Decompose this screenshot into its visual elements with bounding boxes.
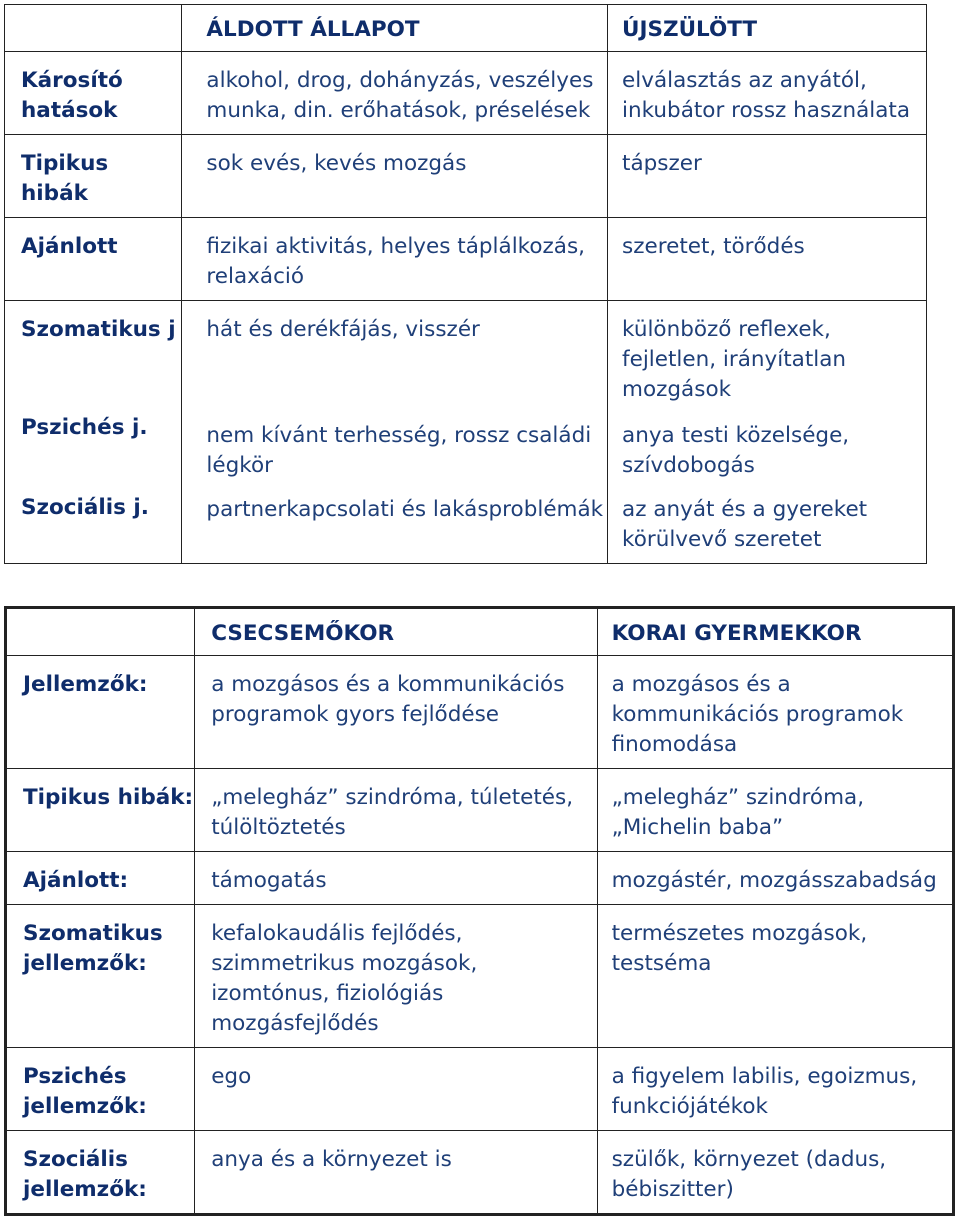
cell-infancy: anya és a környezet is: [195, 1131, 597, 1215]
cell-pregnancy: sok evés, kevés mozgás: [182, 135, 608, 218]
table-row: [5, 218, 927, 301]
header-empty-cell: [5, 5, 182, 52]
row-label: Szomatikus j: [5, 301, 182, 414]
cell-infancy: kefalokaudális fejlődés, szimmetrikus mozgások, izomtónus, fiziológiás mozgásfejlődés: [195, 905, 597, 1048]
cell-newborn: tápszer: [608, 135, 927, 218]
table-row: [6, 1131, 954, 1215]
table-row: [5, 301, 927, 414]
header-infancy: CSECSEMŐKOR: [195, 608, 597, 656]
table-row: [5, 413, 927, 489]
row-label: Ajánlott:: [6, 852, 195, 905]
cell-pregnancy: hát és derékfájás, visszér: [182, 301, 608, 414]
row-label: Tipikus hibák:: [6, 769, 195, 852]
row-label: Szomatikus jellemzők:: [6, 905, 195, 1048]
cell-infancy: a mozgásos és a kommunikációs programok gyors fejlődése: [195, 656, 597, 769]
header-pregnancy: ÁLDOTT ÁLLAPOT: [182, 5, 608, 52]
row-label: Szociális jellemzők:: [6, 1131, 195, 1215]
cell-early-childhood: természetes mozgások, testséma: [597, 905, 953, 1048]
table-row: [5, 52, 927, 135]
table-row: [5, 135, 927, 218]
table-row: [6, 656, 954, 769]
cell-infancy: ego: [195, 1048, 597, 1131]
row-label: Pszichés jellemzők:: [6, 1048, 195, 1131]
row-label: Tipikus hibák: [5, 135, 182, 218]
row-label: Szociális j.: [5, 489, 182, 564]
table-row: [5, 489, 927, 564]
cell-pregnancy: fizikai aktivitás, helyes táplálkozás, relaxáció: [182, 218, 608, 301]
cell-infancy: támogatás: [195, 852, 597, 905]
header-empty-cell: [6, 608, 195, 656]
header-newborn: ÚJSZÜLÖTT: [608, 5, 927, 52]
table-header-row: [5, 5, 927, 52]
row-label: Pszichés j.: [5, 413, 182, 489]
cell-newborn: anya testi közelsége, szívdobogás: [608, 413, 927, 489]
table-row: [6, 852, 954, 905]
cell-pregnancy: partnerkapcsolati és lakásproblémák: [182, 489, 608, 564]
row-label: Károsító hatások: [5, 52, 182, 135]
cell-newborn: elválasztás az anyától, inkubátor rossz használata: [608, 52, 927, 135]
cell-newborn: az anyát és a gyereket körülvevő szeretet: [608, 489, 927, 564]
table-row: [6, 1048, 954, 1131]
row-label: Ajánlott: [5, 218, 182, 301]
cell-early-childhood: „melegház” szindróma, „Michelin baba”: [597, 769, 953, 852]
table-header-row: [6, 608, 954, 656]
cell-early-childhood: mozgástér, mozgásszabadság: [597, 852, 953, 905]
row-label: Jellemzők:: [6, 656, 195, 769]
table-row: [6, 769, 954, 852]
infancy-childhood-table: [4, 606, 955, 1216]
table-row: [6, 905, 954, 1048]
cell-infancy: „melegház” szindróma, túletetés, túlöltöztetés: [195, 769, 597, 852]
cell-pregnancy: nem kívánt terhesség, rossz családi légkör: [182, 413, 608, 489]
cell-early-childhood: szülők, környezet (dadus, bébiszitter): [597, 1131, 953, 1215]
cell-newborn: szeretet, törődés: [608, 218, 927, 301]
cell-early-childhood: a mozgásos és a kommunikációs programok finomodása: [597, 656, 953, 769]
cell-early-childhood: a figyelem labilis, egoizmus, funkciójátékok: [597, 1048, 953, 1131]
header-early-childhood: KORAI GYERMEKKOR: [597, 608, 953, 656]
cell-newborn: különböző reflexek, fejletlen, irányítatlan mozgások: [608, 301, 927, 414]
newborn-pregnancy-table: [4, 4, 927, 564]
cell-pregnancy: alkohol, drog, dohányzás, veszélyes munka, din. erőhatások, préselések: [182, 52, 608, 135]
